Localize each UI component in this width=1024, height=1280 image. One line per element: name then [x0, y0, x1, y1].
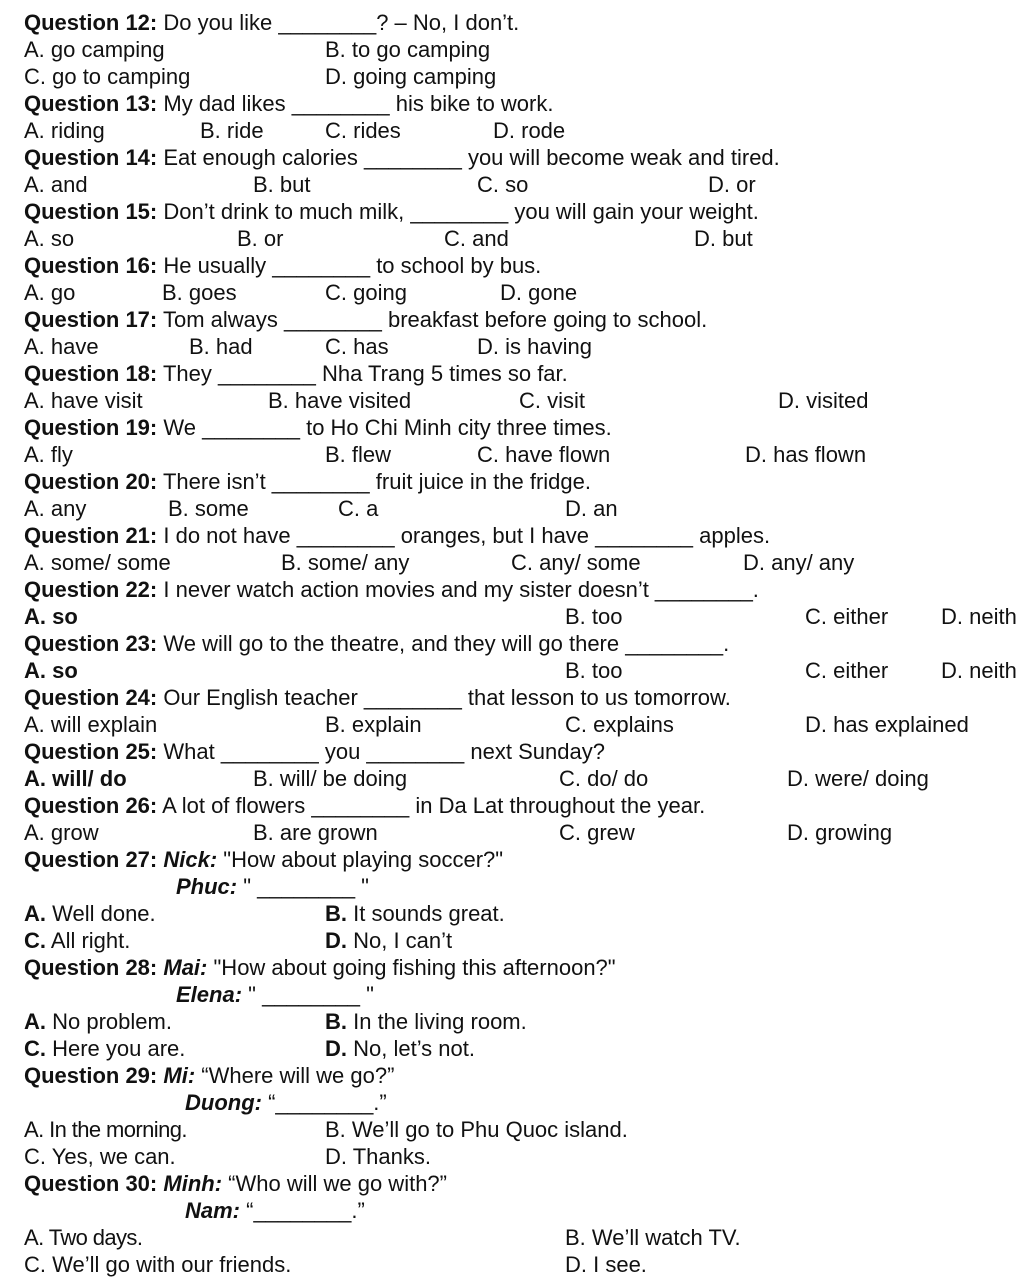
question-number: Question 15: — [24, 199, 158, 224]
speaker-name: Mi: — [163, 1063, 196, 1088]
option-a[interactable]: A. fly — [24, 442, 73, 467]
options-row — [0, 117, 1024, 144]
question-text: I do not have ________ oranges, but I have ________ apples. — [163, 523, 771, 548]
option-a[interactable]: A. will/ do — [24, 766, 127, 791]
dialogue-line: "How about playing soccer?" — [223, 847, 504, 872]
option-c[interactable]: C. so — [477, 172, 529, 197]
option-c[interactable]: C. explains — [565, 712, 674, 737]
question-number: Question 17: — [24, 307, 158, 332]
option-d[interactable]: D. or — [708, 172, 756, 197]
option-a[interactable]: A. some/ some — [24, 550, 171, 575]
question-number: Question 26: — [24, 793, 158, 818]
option-c[interactable]: C. either — [805, 658, 889, 683]
option-d[interactable]: D. has flown — [745, 442, 867, 467]
question-text: Eat enough calories ________ you will become weak and tired. — [163, 145, 780, 170]
reply-speaker: Phuc: — [176, 874, 238, 899]
option-b[interactable]: B. explain — [325, 712, 422, 737]
option-c[interactable]: C. going — [325, 280, 407, 305]
reply-row — [0, 873, 1024, 900]
option-b[interactable]: B. flew — [325, 442, 392, 467]
option-d[interactable]: D. visited — [778, 388, 869, 413]
option-d[interactable]: D. an — [565, 496, 618, 521]
option-b[interactable]: B. We’ll go to Phu Quoc island. — [325, 1117, 628, 1142]
question-number: Question 29: — [24, 1063, 158, 1088]
reply-blank: " ________ " — [243, 874, 369, 899]
option-c[interactable]: C. Yes, we can. — [24, 1144, 176, 1169]
option-d[interactable]: D. gone — [500, 280, 578, 305]
option-c[interactable]: C. rides — [325, 118, 401, 143]
reply-speaker: Nam: — [185, 1198, 241, 1223]
question-text: We ________ to Ho Chi Minh city three times. — [163, 415, 612, 440]
question-row — [0, 468, 1024, 495]
options-row — [0, 1143, 1024, 1170]
options-row — [0, 1224, 1024, 1251]
speaker-name: Nick: — [163, 847, 218, 872]
option-b[interactable]: B. goes — [162, 280, 237, 305]
question-number: Question 12: — [24, 10, 158, 35]
question-text: Do you like ________? – No, I don’t. — [163, 10, 520, 35]
question-text: Don’t drink to much milk, ________ you will gain your weight. — [163, 199, 759, 224]
question-row — [0, 738, 1024, 765]
option-a[interactable]: A. In the morning. — [24, 1117, 187, 1142]
option-d[interactable]: D. neith — [941, 658, 1017, 683]
option-a[interactable]: A. so — [24, 226, 75, 251]
option-a[interactable]: A. have visit — [24, 388, 143, 413]
question-number: Question 24: — [24, 685, 158, 710]
question-row — [0, 522, 1024, 549]
question-row — [0, 846, 1024, 873]
option-b[interactable]: B. or — [237, 226, 284, 251]
question-text: I never watch action movies and my sister doesn’t ________. — [163, 577, 759, 602]
dialogue-line: “Who will we go with?” — [228, 1171, 447, 1196]
question-row — [0, 414, 1024, 441]
option-b[interactable]: B. have visited — [268, 388, 412, 413]
question-number: Question 22: — [24, 577, 158, 602]
option-d[interactable]: D. going camping — [325, 64, 497, 89]
question-row — [0, 198, 1024, 225]
question-number: Question 20: — [24, 469, 158, 494]
options-row — [0, 333, 1024, 360]
question-text: He usually ________ to school by bus. — [163, 253, 542, 278]
question-row — [0, 144, 1024, 171]
option-a[interactable]: A. will explain — [24, 712, 158, 737]
option-a[interactable]: A. so — [24, 658, 78, 683]
options-row — [0, 441, 1024, 468]
reply-speaker: Duong: — [185, 1090, 262, 1115]
options-row — [0, 63, 1024, 90]
reply-blank: “________.” — [268, 1090, 387, 1115]
option-c[interactable]: C. go to camping — [24, 64, 191, 89]
option-a[interactable]: A. riding — [24, 118, 105, 143]
reply-row — [0, 1089, 1024, 1116]
option-c[interactable]: C. We’ll go with our friends. — [24, 1252, 292, 1277]
option-b[interactable]: B. some/ any — [281, 550, 410, 575]
option-d[interactable]: D. is having — [477, 334, 592, 359]
question-row — [0, 792, 1024, 819]
question-text: We will go to the theatre, and they will go there ________. — [163, 631, 730, 656]
options-row — [0, 1251, 1024, 1278]
options-row — [0, 225, 1024, 252]
option-d[interactable]: D. Thanks. — [325, 1144, 431, 1169]
option-b[interactable]: B. had — [189, 334, 253, 359]
option-d[interactable]: D. but — [694, 226, 753, 251]
option-a[interactable]: A. grow — [24, 820, 99, 845]
option-b: B. It sounds great. — [325, 901, 505, 926]
options-row — [0, 279, 1024, 306]
reply-blank: “________.” — [246, 1198, 365, 1223]
question-row — [0, 576, 1024, 603]
options-row — [0, 765, 1024, 792]
question-number: Question 16: — [24, 253, 158, 278]
option-d[interactable]: D. neith — [941, 604, 1017, 629]
options-row — [0, 495, 1024, 522]
question-number: Question 28: — [24, 955, 158, 980]
option-a[interactable]: A. so — [24, 604, 78, 629]
options-row — [0, 819, 1024, 846]
option-d[interactable]: D. rode — [493, 118, 566, 143]
option-c[interactable]: C. have flown — [477, 442, 611, 467]
options-row — [0, 603, 1024, 630]
option-b[interactable]: B. will/ be doing — [253, 766, 408, 791]
question-text: There isn’t ________ fruit juice in the fridge. — [162, 469, 592, 494]
option-d: D. No, let’s not. — [325, 1036, 475, 1061]
options-row — [0, 1008, 1024, 1035]
options-row — [0, 1035, 1024, 1062]
question-number: Question 23: — [24, 631, 158, 656]
option-a[interactable]: A. go — [24, 280, 76, 305]
question-text: Our English teacher ________ that lesson to us tomorrow. — [163, 685, 731, 710]
question-text: They ________ Nha Trang 5 times so far. — [162, 361, 568, 386]
question-number: Question 27: — [24, 847, 158, 872]
option-d[interactable]: D. were/ doing — [787, 766, 929, 791]
question-text: A lot of flowers ________ in Da Lat throughout the year. — [162, 793, 706, 818]
option-c[interactable]: C. do/ do — [559, 766, 649, 791]
question-row — [0, 9, 1024, 36]
option-c: C. Here you are. — [24, 1036, 186, 1061]
option-b[interactable]: B. but — [253, 172, 311, 197]
question-row — [0, 954, 1024, 981]
question-number: Question 30: — [24, 1171, 158, 1196]
question-text: My dad likes ________ his bike to work. — [163, 91, 554, 116]
question-row — [0, 90, 1024, 117]
option-b[interactable]: B. to go camping — [325, 37, 491, 62]
option-a[interactable]: A. and — [24, 172, 88, 197]
option-a[interactable]: A. have — [24, 334, 99, 359]
option-a[interactable]: A. go camping — [24, 37, 165, 62]
question-text: Tom always ________ breakfast before going to school. — [162, 307, 708, 332]
options-row — [0, 171, 1024, 198]
option-d[interactable]: D. has explained — [805, 712, 969, 737]
option-b[interactable]: B. ride — [200, 118, 264, 143]
question-row — [0, 306, 1024, 333]
dialogue-line: “Where will we go?” — [201, 1063, 395, 1088]
option-a: A. Well done. — [24, 901, 156, 926]
option-b[interactable]: B. too — [565, 604, 623, 629]
options-row — [0, 36, 1024, 63]
option-d[interactable]: D. any/ any — [743, 550, 855, 575]
options-row — [0, 657, 1024, 684]
options-row — [0, 1116, 1024, 1143]
option-c: C. All right. — [24, 928, 131, 953]
option-c[interactable]: C. has — [325, 334, 389, 359]
question-number: Question 14: — [24, 145, 158, 170]
question-number: Question 21: — [24, 523, 158, 548]
option-c[interactable]: C. and — [444, 226, 509, 251]
option-d[interactable]: D. I see. — [565, 1252, 647, 1277]
speaker-name: Minh: — [163, 1171, 223, 1196]
question-row — [0, 1170, 1024, 1197]
option-d[interactable]: D. growing — [787, 820, 893, 845]
option-b[interactable]: B. some — [168, 496, 249, 521]
option-c[interactable]: C. a — [338, 496, 379, 521]
option-b[interactable]: B. We’ll watch TV. — [565, 1225, 741, 1250]
reply-blank: " ________ " — [248, 982, 374, 1007]
question-number: Question 18: — [24, 361, 158, 386]
option-b[interactable]: B. too — [565, 658, 623, 683]
question-row — [0, 630, 1024, 657]
reply-row — [0, 981, 1024, 1008]
question-row — [0, 684, 1024, 711]
question-row — [0, 1062, 1024, 1089]
reply-speaker: Elena: — [176, 982, 243, 1007]
reply-row — [0, 1197, 1024, 1224]
question-row — [0, 252, 1024, 279]
option-c[interactable]: C. visit — [519, 388, 585, 413]
question-text: What ________ you ________ next Sunday? — [163, 739, 605, 764]
option-b[interactable]: B. are grown — [253, 820, 378, 845]
options-row — [0, 927, 1024, 954]
option-a[interactable]: A. Two days. — [24, 1225, 143, 1250]
question-number: Question 19: — [24, 415, 158, 440]
option-b: B. In the living room. — [325, 1009, 527, 1034]
speaker-name: Mai: — [163, 955, 208, 980]
option-c[interactable]: C. grew — [559, 820, 635, 845]
option-c[interactable]: C. either — [805, 604, 889, 629]
options-row — [0, 549, 1024, 576]
option-d: D. No, I can’t — [325, 928, 453, 953]
option-a: A. No problem. — [24, 1009, 172, 1034]
options-row — [0, 387, 1024, 414]
options-row — [0, 900, 1024, 927]
question-number: Question 13: — [24, 91, 158, 116]
question-row — [0, 360, 1024, 387]
options-row — [0, 711, 1024, 738]
option-c[interactable]: C. any/ some — [511, 550, 641, 575]
option-a[interactable]: A. any — [24, 496, 87, 521]
dialogue-line: "How about going fishing this afternoon?" — [213, 955, 616, 980]
question-number: Question 25: — [24, 739, 158, 764]
